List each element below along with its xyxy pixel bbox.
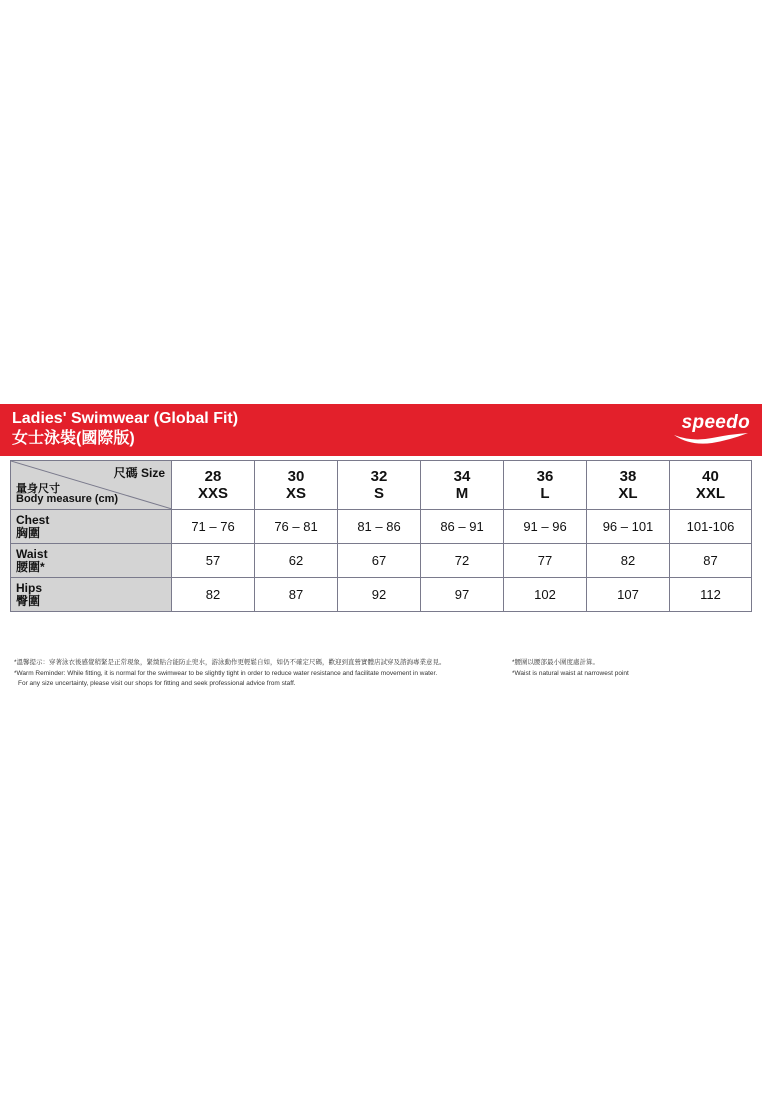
waist-note-en: *Waist is natural waist at narrowest point (512, 669, 629, 677)
title-chinese: 女士泳裝(國際版) (12, 430, 135, 447)
row-label: Waist 腰圍* (11, 544, 172, 578)
row-label: Chest 胸圍 (11, 510, 172, 544)
table-cell: 92 (338, 578, 421, 612)
hips-row (11, 578, 752, 612)
waist-row (11, 544, 752, 578)
table-cell: 67 (338, 544, 421, 578)
size-header-cell: 40 XXL (670, 461, 752, 510)
table-cell: 77 (504, 544, 587, 578)
table-cell: 87 (255, 578, 338, 612)
table-cell: 71 – 76 (172, 510, 255, 544)
table-cell: 91 – 96 (504, 510, 587, 544)
table-cell: 82 (587, 544, 670, 578)
table-cell: 102 (504, 578, 587, 612)
waist-notes (512, 658, 629, 679)
table-cell: 87 (670, 544, 752, 578)
fitting-notes (14, 658, 446, 690)
size-header-cell: 28 XXS (172, 461, 255, 510)
brand-wordmark: speedo (681, 412, 750, 433)
boomerang-swoosh-icon (672, 432, 750, 446)
table-cell: 86 – 91 (421, 510, 504, 544)
table-cell: 72 (421, 544, 504, 578)
note-line-en-2: For any size uncertainty, please visit our shops for fitting and seek professional advice from staff. (18, 680, 296, 687)
size-header-cell: 32 S (338, 461, 421, 510)
size-header-cell: 36 L (504, 461, 587, 510)
size-label: 尺碼 Size (113, 466, 165, 480)
note-line-en: *Warm Reminder: While fitting, it is normal for the swimwear to be slightly tight in order to reduce water resistance and facilitate movement in water. (14, 669, 438, 677)
table-cell: 101-106 (670, 510, 752, 544)
chest-row (11, 510, 752, 544)
size-header-cell: 34 M (421, 461, 504, 510)
table-cell: 97 (421, 578, 504, 612)
waist-note-zh: *腰圍以腰部最小圍度處計算。 (512, 659, 600, 666)
size-header-cell: 30 XS (255, 461, 338, 510)
table-cell: 82 (172, 578, 255, 612)
table-cell: 62 (255, 544, 338, 578)
note-line-zh: *溫馨提示：穿著泳衣後感覺稍緊是正常現象，緊緻貼合能防止兜水，游泳動作更輕鬆自如，如仍不確定尺碼，歡迎到直營實體店試穿及諮詢專業意見。 (14, 659, 446, 666)
size-header-row (11, 461, 752, 510)
measure-label-en: Body measure (cm) (16, 493, 119, 505)
title-english: Ladies' Swimwear (Global Fit) (12, 410, 239, 427)
table-cell: 81 – 86 (338, 510, 421, 544)
table-cell: 107 (587, 578, 670, 612)
row-label: Hips 臀圍 (11, 578, 172, 612)
brand-logo (670, 412, 750, 448)
table-cell: 57 (172, 544, 255, 578)
measure-label-zh: 量身尺寸 (16, 483, 60, 495)
corner-cell (11, 461, 172, 510)
size-chart-table (10, 460, 751, 612)
header-banner (0, 404, 762, 456)
table-cell: 76 – 81 (255, 510, 338, 544)
size-header-cell: 38 XL (587, 461, 670, 510)
table-cell: 96 – 101 (587, 510, 670, 544)
table-cell: 112 (670, 578, 752, 612)
